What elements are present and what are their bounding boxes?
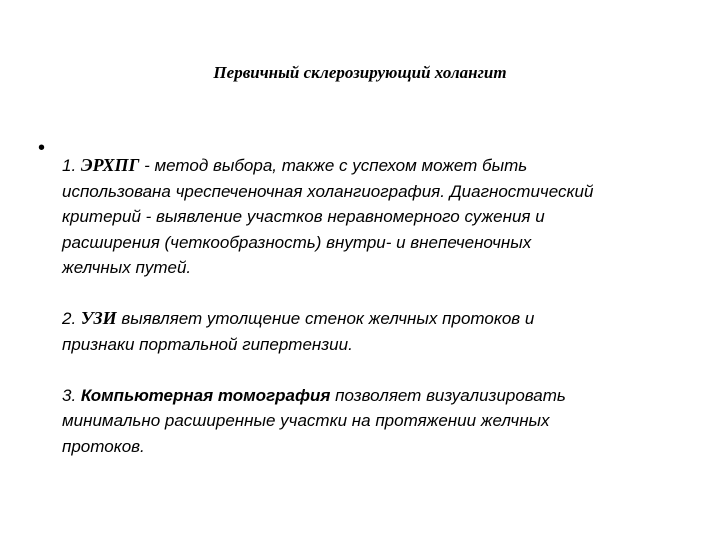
item-3-line-1 — [62, 383, 692, 409]
item-1-text-1: - метод выбора, также с успехом может быть — [139, 156, 528, 175]
item-2-text-2: признаки портальной гипертензии. — [62, 334, 353, 354]
item-1-number: 1. — [62, 156, 77, 175]
item-1-text-3: критерий - выявление участков неравномерного сужения и — [62, 207, 545, 226]
spacer — [62, 281, 692, 307]
item-2 — [62, 306, 692, 357]
item-3-number: 3. — [62, 385, 77, 405]
item-3-text-1: позволяет визуализировать — [330, 385, 566, 405]
bullet-marker: • — [38, 137, 46, 159]
item-2-line-1 — [62, 306, 692, 332]
slide-body — [62, 153, 692, 459]
item-2-number: 2. — [62, 309, 77, 328]
item-1 — [62, 153, 692, 281]
item-3-text-2: минимально расширенные участки на протяжении желчных — [62, 411, 550, 430]
spacer — [62, 357, 692, 383]
item-3-text-3: протоков. — [62, 436, 145, 456]
item-2-term: УЗИ — [80, 308, 117, 328]
item-2-text-1: выявляет утолщение стенок желчных протоков и — [116, 309, 535, 328]
item-3 — [62, 383, 692, 460]
slide-title: Первичный склерозирующий холангит — [213, 63, 507, 82]
item-1-line-1 — [62, 153, 692, 179]
item-1-text-2: использована чреспеченочная холангиография. Диагностический — [62, 181, 594, 201]
item-1-text-5: желчных путей. — [62, 258, 192, 277]
item-1-text-4: расширения (четкообразность) внутри- и внепеченочных — [62, 232, 532, 252]
item-1-term: ЭРХПГ — [80, 155, 140, 175]
item-3-term: Компьютерная томография — [80, 385, 331, 405]
